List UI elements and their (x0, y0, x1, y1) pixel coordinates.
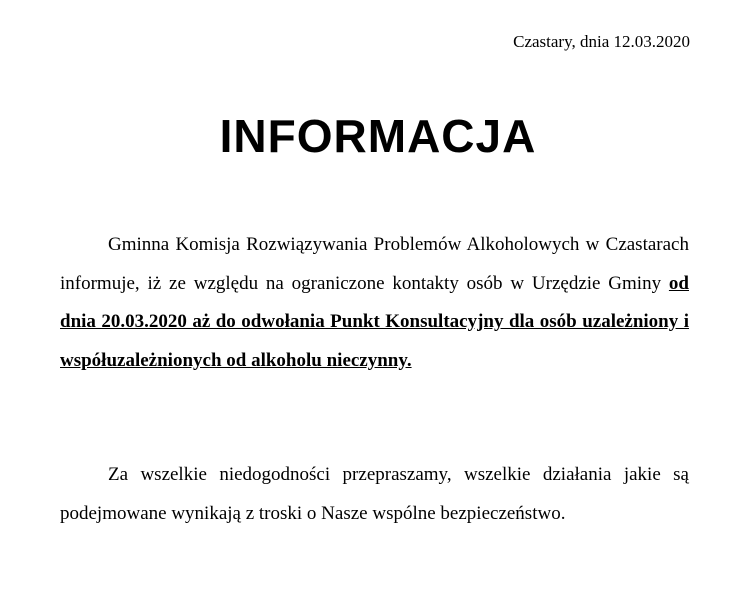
paragraph-lead-text: Gminna Komisja Rozwiązywania Problemów Alkoholowych w Czastarach informuje, iż ze względu na ograniczone kontakty osób w Urzędzie Gminy (60, 234, 689, 294)
paragraph-announcement (60, 226, 689, 380)
apology-text: Za wszelkie niedogodności przepraszamy, wszelkie działania jakie są podejmowane wynikają z troski o Nasze wspólne bezpieczeństwo. (60, 464, 689, 524)
closure-notice-emphasis: od dnia 20.03.2020 aż do odwołania Punkt Konsultacyjny dla osób uzależniony i współuzależnionych od alkoholu nieczynny. (60, 272, 689, 371)
place-date: Czastary, dnia 12.03.2020 (513, 32, 690, 51)
paragraph-apology (60, 456, 689, 533)
document-title: INFORMACJA (219, 110, 537, 162)
